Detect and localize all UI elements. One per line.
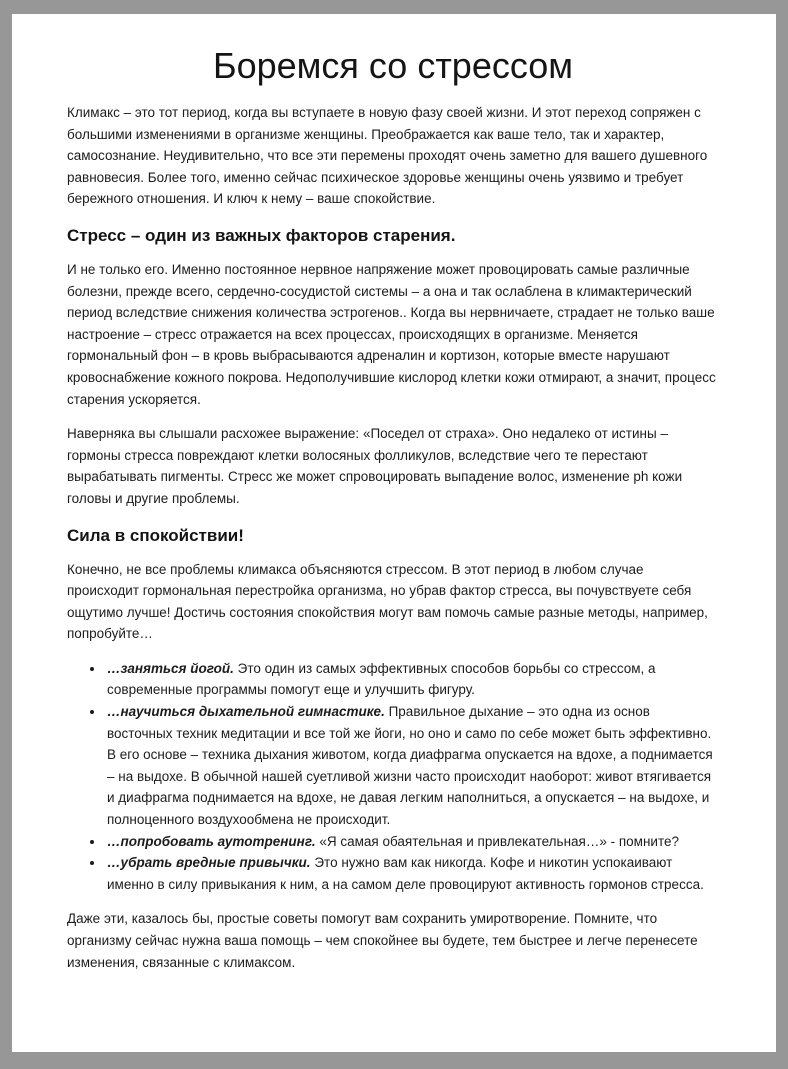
tip-text: Правильное дыхание – это одна из основ восточных техник медитации и все той же йоги, но оно и само по себе может быть эффективно. В его основе – техника дыхания животом, когда диафрагма опускается на вдохе, а поднимается – на выдохе. В обычной нашей суетливой жизни часто происходит наоборот: живот втягивается и диафрагма поднимается на вдохе, не давая легким наполниться, а опускается – на выдохе, и полноценного воздухообмена не происходит. [107, 704, 713, 828]
tip-text: Это нужно вам как никогда. Кофе и никотин успокаивают именно в силу привыкания к ним, а на самом деле провоцируют активность гормонов стресса. [107, 855, 704, 892]
document-title: Боремся со стрессом [212, 45, 574, 86]
tip-lead: …научиться дыхательной гимнастике. [107, 704, 385, 720]
tip-lead: …убрать вредные привычки. [107, 855, 311, 871]
tip-lead: …заняться йогой. [107, 660, 234, 676]
section-heading-stress: Стресс – один из важных факторов старения. [67, 225, 456, 245]
stress-paragraph-2: Наверняка вы слышали расхожее выражение: «Поседел от страха». Оно недалеко от истины – гормоны стресса повреждают клетки волосяных фолликулов, вследствие чего те перестают вырабатывать пигменты. Стресс же может спровоцировать выпадение волос, изменение ph кожи головы и другие проблемы. [67, 426, 683, 506]
calm-paragraph-1: Конечно, не все проблемы климакса объясняются стрессом. В этот период в любом случае происходит гормональная перестройка организма, но убрав фактор стресса, вы почувствуете себя ощутимо лучше! Достичь состояния спокойствия могут вам помочь самые разные методы, например, попробуйте… [67, 561, 708, 642]
tip-item-breathing [105, 701, 719, 831]
tip-item-autotraining [105, 831, 719, 853]
stress-paragraph-1: И не только его. Именно постоянное нервное напряжение может провоцировать самые различные болезни, прежде всего, сердечно-сосудистой системы – а она и так ослаблена в климактерический период вследствие снижения количества эстрогенов.. Когда вы нервничаете, страдает не только ваше настроение – стресс отражается на всех процессах, происходящих в организме. Меняется гормональный фон – в кровь выбрасываются адреналин и кортизон, которые вместе нарушают кровоснабжение кожного покрова. Недополучившие кислород клетки кожи отмирают, а значит, процесс старения ускоряется. [67, 261, 716, 407]
tip-text: «Я самая обаятельная и привлекательная…» - помните? [319, 833, 679, 849]
tip-item-bad-habits [105, 852, 719, 895]
tip-item-yoga [105, 658, 719, 701]
document-page [12, 14, 776, 1052]
intro-paragraph: Климакс – это тот период, когда вы вступаете в новую фазу своей жизни. И этот переход сопряжен с большими изменениями в организме женщины. Преображается как ваше тело, так и характер, самосознание. Неудивительно, что все эти перемены проходят очень заметно для вашего душевного равновесия. Более того, именно сейчас психическое здоровье женщины очень уязвимо и требует бережного отношения. И ключ к нему – ваше спокойствие. [67, 105, 708, 207]
tip-text: Это один из самых эффективных способов борьбы со стрессом, а современные программы помогут еще и улучшить фигуру. [107, 660, 656, 698]
tips-list [67, 658, 719, 896]
section-heading-calm: Сила в спокойствии! [67, 525, 244, 545]
closing-paragraph: Даже эти, казалось бы, простые советы помогут вам сохранить умиротворение. Помните, что организму сейчас нужна ваша помощь – чем спокойнее вы будете, тем быстрее и легче перенесете изменения, связанные с климаксом. [67, 911, 698, 970]
tip-lead: …попробовать аутотренинг. [107, 833, 316, 849]
